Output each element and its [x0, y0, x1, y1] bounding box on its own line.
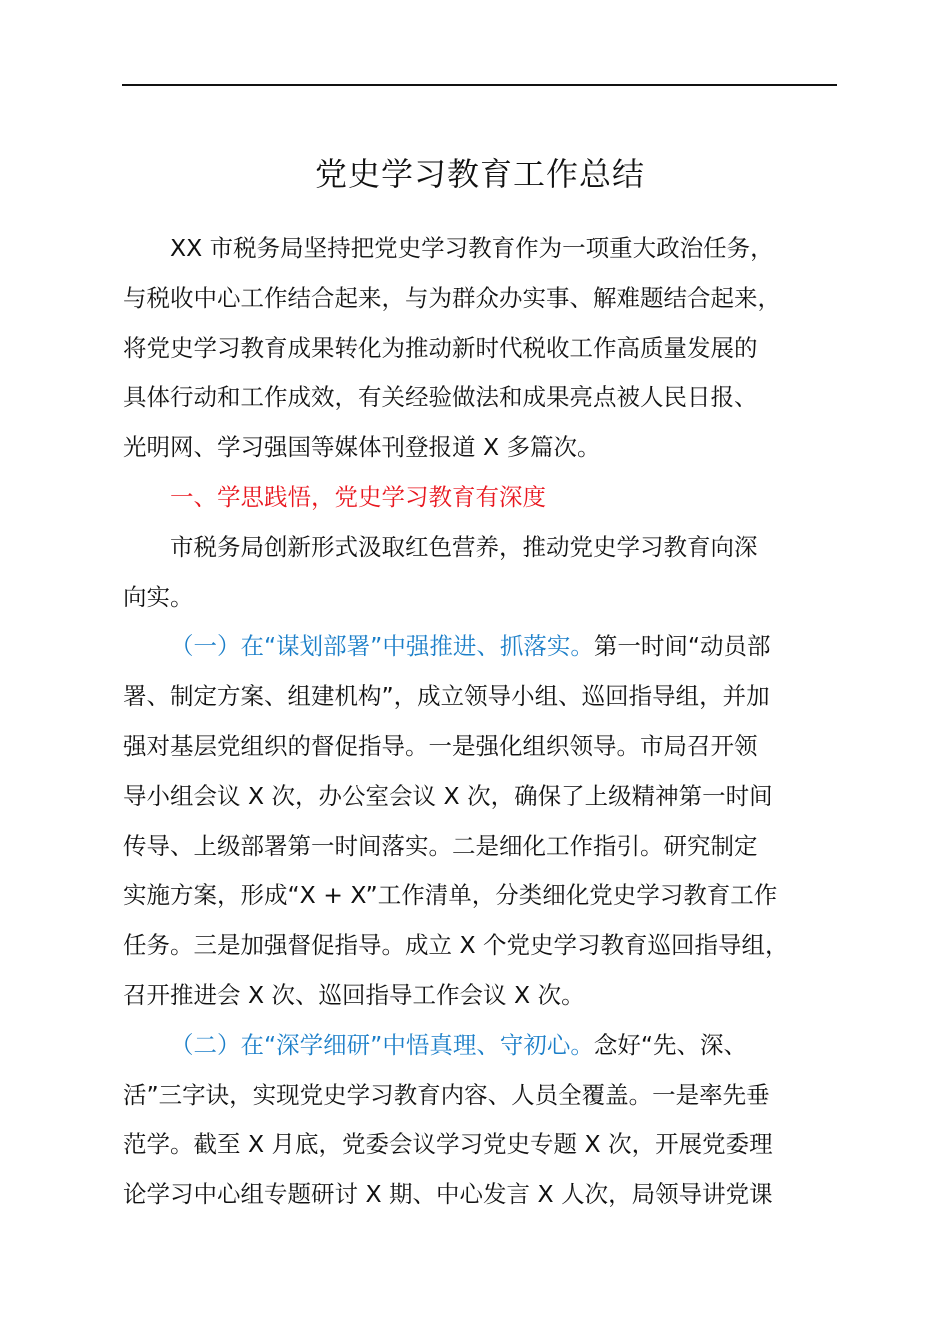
heading-text: 一、学思践悟，党史学习教育有深度 [170, 482, 546, 511]
text-line: 召开推进会 X 次、巡回指导工作会议 X 次。 [123, 980, 585, 1009]
text-line: 与税收中心工作结合起来，与为群众办实事、解难题结合起来， [123, 283, 781, 312]
subsection-2-paragraph [123, 1021, 843, 1220]
document-body [123, 224, 843, 1220]
text-line: 导小组会议 X 次，办公室会议 X 次，确保了上级精神第一时间 [123, 781, 773, 810]
text-line: 论学习中心组专题研讨 X 期、中心发言 X 人次，局领导讲党课 [123, 1180, 773, 1209]
text-line: 署、制定方案、组建机构”，成立领导小组、巡回指导组，并加 [123, 682, 770, 711]
text-line: 光明网、学习强国等媒体刊登报道 X 多篇次。 [123, 433, 601, 462]
section-heading-1 [123, 473, 843, 523]
text-line: 将党史学习教育成果转化为推动新时代税收工作高质量发展的 [123, 333, 758, 362]
text-line: 传导、上级部署第一时间落实。二是细化工作指引。研究制定 [123, 831, 758, 860]
text-line [123, 1021, 843, 1071]
section1-intro-paragraph [123, 523, 843, 623]
text-line: XX 市税务局坚持把党史学习教育作为一项重大政治任务， [170, 234, 774, 262]
text-run: 第一时间“动员部 [593, 632, 771, 661]
text-line: 向实。 [123, 582, 194, 611]
text-line: 范学。截至 X 月底，党委会议学习党史专题 X 次，开展党委理 [123, 1130, 773, 1159]
text-line: 强对基层党组织的督促指导。一是强化组织领导。市局召开领 [123, 731, 758, 760]
text-run: 念好“先、深、 [593, 1030, 748, 1059]
header-rule [122, 84, 837, 86]
text-line: 任务。三是加强督促指导。成立 X 个党史学习教育巡回指导组， [123, 931, 789, 960]
text-line: 市税务局创新形式汲取红色营养，推动党史学习教育向深 [170, 532, 758, 561]
subsection-heading: （二）在“深学细研”中悟真理、守初心。 [170, 1030, 594, 1059]
subsection-heading: （一）在“谋划部署”中强推进、抓落实。 [170, 632, 594, 661]
text-line: 活”三字诀，实现党史学习教育内容、人员全覆盖。一是率先垂 [123, 1080, 770, 1109]
text-line: 具体行动和工作成效，有关经验做法和成果亮点被人民日报、 [123, 383, 758, 412]
subsection-1-paragraph [123, 622, 843, 1020]
intro-paragraph [123, 224, 843, 473]
text-line: 实施方案，形成“X + X”工作清单，分类细化党史学习教育工作 [123, 881, 778, 910]
document-title: 党史学习教育工作总结 [314, 155, 645, 193]
text-line [123, 622, 843, 672]
